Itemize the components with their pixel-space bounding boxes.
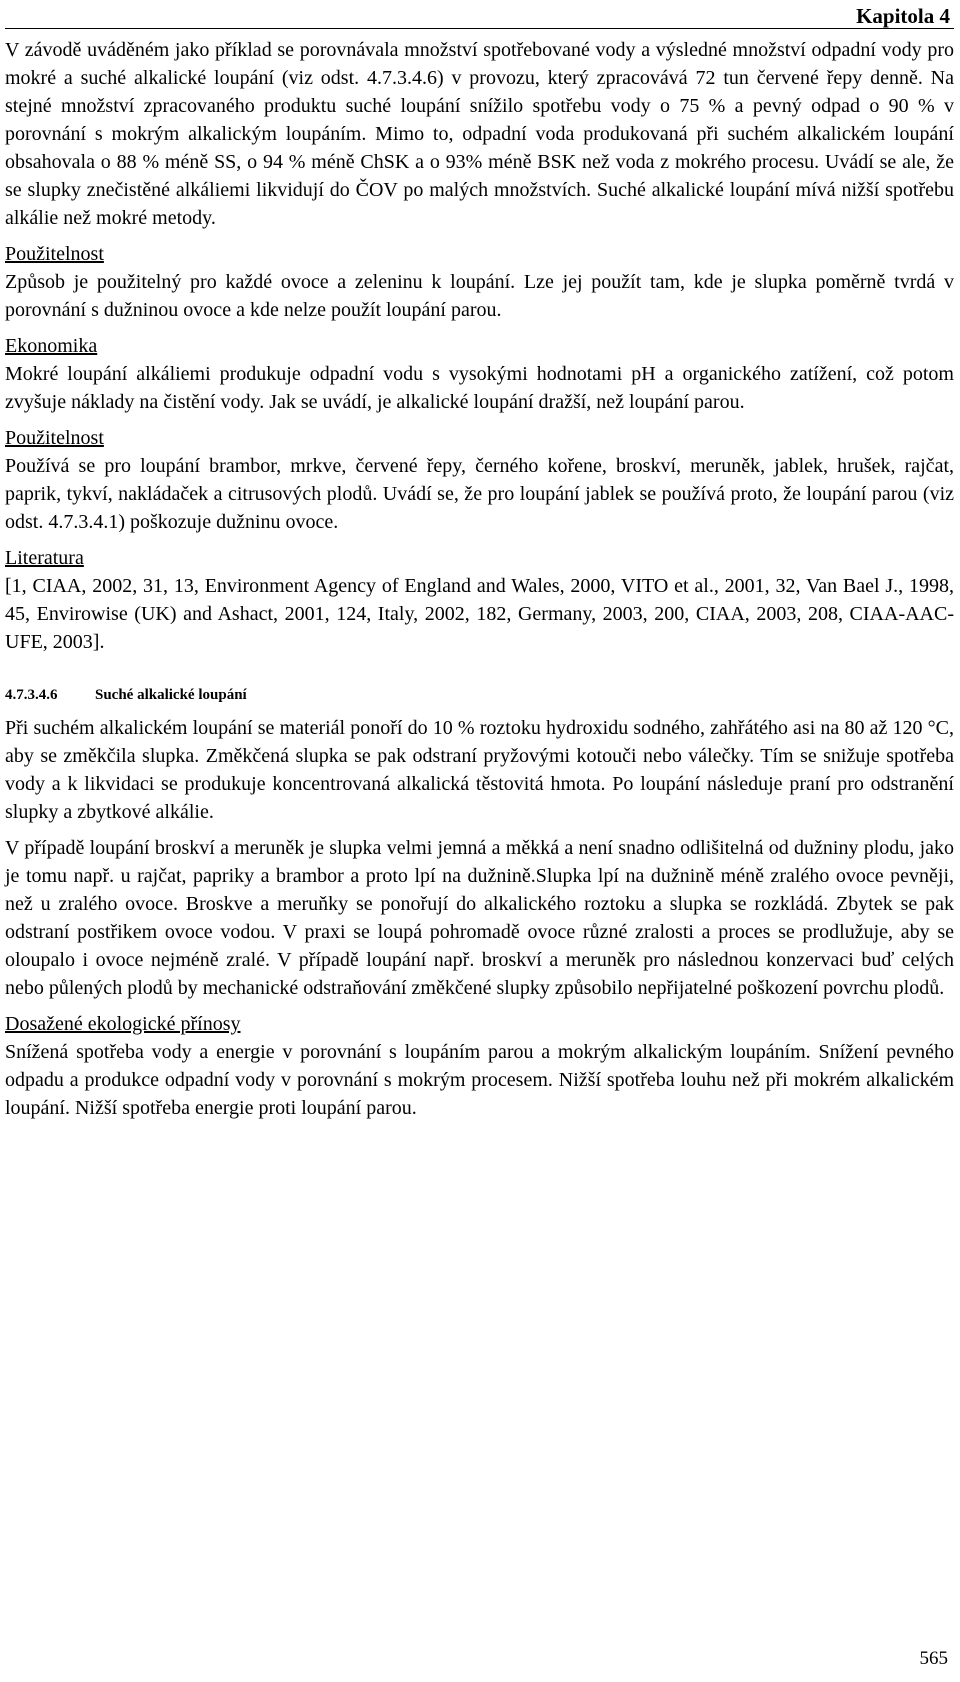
paragraph-references: [1, CIAA, 2002, 31, 13, Environment Agency of England and Wales, 2000, VITO et al., 2001, 32, Van Bael J., 1998, 45, Envirowise (UK) and Ashact, 2001, 124, Italy, 2002, 182, Germany, 2003, 200, CIAA, 2003, 208, CIAA-AAC-UFE, 2003]. — [5, 575, 954, 653]
paragraph-usage: Používá se pro loupání brambor, mrkve, červené řepy, černého kořene, broskví, meruněk, jablek, hrušek, rajčat, paprik, tykví, nakládaček a citrusových plodů. Uvádí se, že pro loupání jablek se používá proto, že loupání parou (viz odst. 4.7.3.4.1) poškozuje dužninu ovoce. — [5, 455, 954, 533]
heading-literature: Literatura — [5, 547, 84, 569]
page-header — [0, 0, 960, 30]
page-number: 565 — [919, 1648, 948, 1669]
heading-applicability: Použitelnost — [5, 243, 104, 265]
paragraph-dry-peeling: Při suchém alkalickém loupání se materiál ponoří do 10 % roztoku hydroxidu sodného, zahřátého asi na 80 až 120 °C, aby se změkčila slupka. Změkčená slupka se pak odstraní pryžovými kotouči nebo válečky. Tím se snižuje spotřeba vody a k likvidaci se produkuje koncentrovaná alkalická těstovitá hmota. Po loupání následuje praní pro odstranění slupky a zbytkové alkálie. — [5, 717, 954, 823]
paragraph-water-comparison: V závodě uváděném jako příklad se porovnávala množství spotřebované vody a výsledné množství odpadní vody pro mokré a suché alkalické loupání (viz odst. 4.7.3.4.6) v provozu, který zpracovává 72 tun červené řepy denně. Na stejné množství zpracovaného produktu suché loupání snížilo spotřebu vody o 75 % a pevný odpad o 90 % v porovnání s mokrým alkalickým loupáním. Mimo to, odpadní voda produkovaná při suchém alkalickém loupání obsahovala o 88 % méně SS, o 94 % méně ChSK a o 93% méně BSK než voda z mokrého procesu. Uvádí se ale, že se slupky znečistěné alkáliemi likvidují do ČOV po malých množstvích. Suché alkalické loupání mívá nižší spotřebu alkálie než mokré metody. — [5, 39, 954, 229]
paragraph-environmental-benefits: Snížená spotřeba vody a energie v porovnání s loupáním parou a mokrým alkalickým loupáním. Snížení pevného odpadu a produkce odpadní vody v porovnání s mokrým procesem. Nižší spotřeba louhu než při mokrém alkalickém loupání. Nižší spotřeba energie proti loupání parou. — [5, 1041, 954, 1119]
paragraph-applicability: Způsob je použitelný pro každé ovoce a zeleninu k loupání. Lze jej použít tam, kde je slupka poměrně tvrdá v porovnání s dužninou ovoce a kde nelze použít loupání parou. — [5, 271, 954, 321]
chapter-title: Kapitola 4 — [856, 4, 950, 28]
paragraph-peach-apricot: V případě loupání broskví a meruněk je slupka velmi jemná a měkká a není snadno odlišitelná od dužniny plodu, jako je tomu např. u rajčat, papriky a brambor a proto lpí na dužnině.Slupka lpí na dužnině méně zralého ovoce pevněji, než u zralého ovoce. Broskve a meruňky se ponořují do alkalického roztoku a slupka se rozkládá. Zbytek se pak odstraní postřikem ovoce vodou. V praxi se loupá pohromadě ovoce různé zralosti a proces se prodlužuje, aby se oloupalo i ovoce nejméně zralé. V případě loupání např. broskví a meruněk pro následnou konzervaci buď celých nebo půlených plodů by mechanické odstraňování změkčené slupky způsobilo nepřijatelné poškození povrchu plodů. — [5, 837, 954, 999]
heading-applicability-2: Použitelnost — [5, 427, 104, 449]
paragraph-economics: Mokré loupání alkáliemi produkuje odpadní vodu s vysokými hodnotami pH a organického zatížení, což potom zvyšuje náklady na čistění vody. Jak se uvádí, je alkalické loupání dražší, než loupání parou. — [5, 363, 954, 413]
heading-environmental-benefits: Dosažené ekologické přínosy — [5, 1013, 241, 1035]
heading-economics: Ekonomika — [5, 335, 98, 357]
section-title: Suché alkalické loupání — [95, 687, 247, 703]
section-number: 4.7.3.4.6 — [5, 687, 58, 703]
header-rule — [5, 28, 954, 29]
page-content — [5, 36, 954, 1130]
section-heading — [5, 684, 954, 706]
